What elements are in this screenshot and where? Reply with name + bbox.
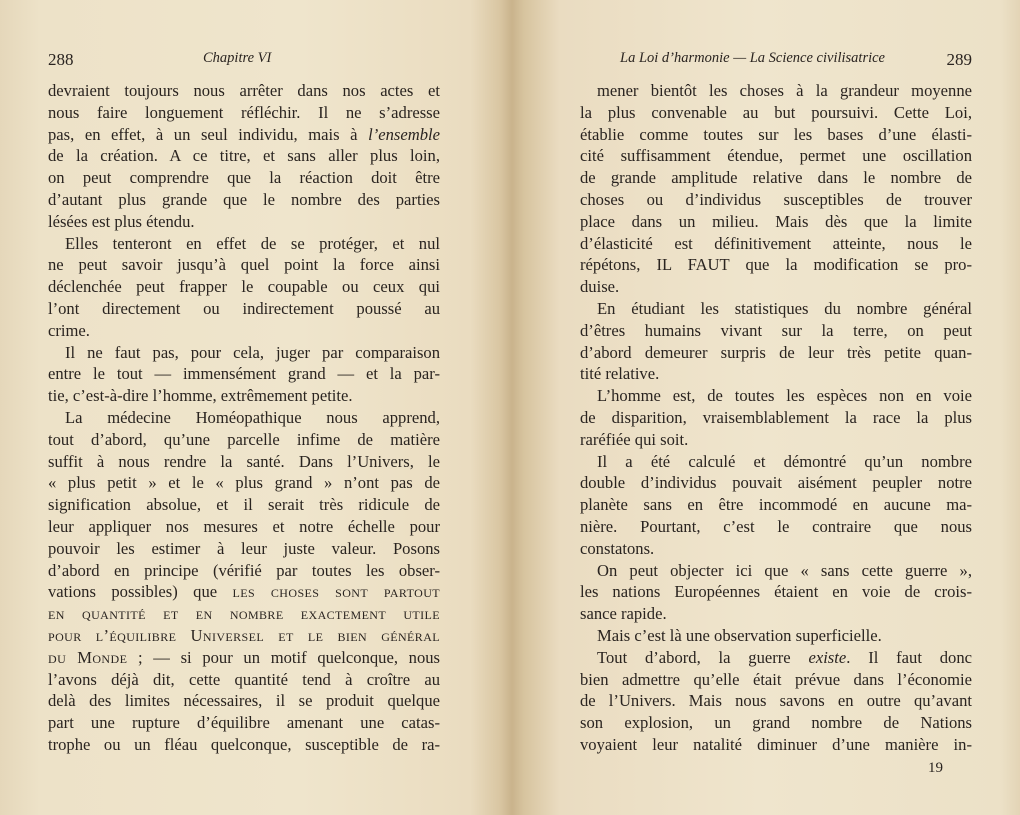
right-page (580, 44, 972, 756)
paragraph (48, 80, 440, 233)
text-line: voyaient leur natalité diminuer d’une manière in- (580, 734, 972, 754)
text-line: d’abord demeurer surpris de leur très petite quan- (580, 342, 972, 362)
text-line: bien admettre qu’elle était prévue dans l’économie (580, 669, 972, 689)
text-line: entre le tout — immensément grand — et la par- (48, 364, 440, 384)
small-caps-text: du Monde (48, 647, 128, 667)
text-line: La médecine Homéopathique nous apprend, (65, 407, 440, 427)
text-line: de l’Univers. Mais nous savons en outre qu’avant (580, 691, 972, 711)
text-line: l’avons déjà dit, cette quantité tend à croître au (48, 669, 440, 689)
text-line: choses ou d’individus susceptibles de trouver (580, 189, 972, 209)
text-line: pas, en effet, à un seul individu, mais à l’ensemble (48, 124, 440, 144)
left-page (48, 44, 440, 756)
text-line: devraient toujours nous arrêter dans nos actes et (48, 81, 440, 100)
small-caps-line: en quantité et en nombre exactement utile (48, 604, 440, 624)
text-line: de la création. A ce titre, et sans aller plus loin, (48, 146, 440, 166)
text-line: constatons. (580, 538, 655, 558)
text-line: l’ont directement ou indirectement poussé au (48, 298, 440, 318)
text-line: trophe ou un fléau quelconque, susceptible de ra- (48, 734, 440, 754)
right-running-head (580, 44, 972, 74)
text-line: duise. (580, 277, 620, 297)
text-line: tité relative. (580, 364, 660, 384)
text-line: signification absolue, et il serait très ridicule de (48, 495, 440, 515)
paragraph (580, 647, 972, 756)
text-line: d’autant plus grande que le nombre des parties (48, 189, 440, 209)
text-line: pouvoir les estimer à leur juste valeur. Posons (48, 538, 440, 558)
text-line: Elles tenteront en effet de se protéger, et nul (65, 233, 440, 253)
text-line: raréfiée qui soit. (580, 429, 689, 449)
text-line: suffit à nous rendre la santé. Dans l’Univers, le (48, 451, 440, 471)
text-line: tie, c’est-à-dire l’homme, extrêmement petite. (48, 386, 353, 406)
text-line: du Monde ; — si pour un motif quelconque, nous (48, 647, 441, 667)
emphasis-text: existe (808, 647, 847, 667)
paragraph (48, 342, 440, 407)
text-line: d’êtres humains vivant sur la terre, on peut (580, 320, 972, 340)
text-line: delà des limites nécessaires, il se produit quelque (48, 691, 440, 711)
text-line: d’abord en principe (vérifié par toutes les obser- (48, 560, 440, 580)
left-page-number: 288 (48, 50, 74, 69)
text-line: Tout d’abord, la guerre existe. Il faut donc (597, 647, 972, 667)
text-line: cité suffisamment étendue, permet une oscillation (580, 146, 972, 166)
signature-mark: 19 (928, 760, 943, 776)
text-line: En étudiant les statistiques du nombre général (597, 298, 972, 318)
text-line: nière. Pourtant, c’est le contraire que nous (580, 516, 972, 536)
paragraph (48, 407, 440, 756)
text-line: mener bientôt les choses à la grandeur moyenne (597, 81, 972, 100)
text-line: L’homme est, de toutes les espèces non en voie (597, 386, 972, 406)
emphasis-text: l’ensemble (368, 124, 440, 144)
left-running-head (48, 44, 440, 74)
text-line: lésées est plus étendu. (48, 211, 195, 231)
text-line: les nations Européennes étaient en voie de crois- (580, 582, 972, 602)
text-line: tout d’abord, qu’une parcelle infime de matière (48, 429, 440, 449)
text-line: on peut comprendre que la réaction doit être (48, 168, 440, 188)
text-line: établie comme toutes sur les bases d’une élasti- (580, 124, 972, 144)
paragraph (580, 80, 972, 298)
text-line: déclenchée peut frapper le coupable ou ceux qui (48, 277, 440, 297)
text-line: double d’individus pouvait aisément peupler notre (580, 473, 972, 493)
right-page-number: 289 (946, 50, 972, 69)
right-chapter-title: La Loi d’harmonie — La Science civilisatrice (620, 50, 885, 66)
text-line: crime. (48, 320, 90, 340)
text-line: On peut objecter ici que « sans cette guerre », (597, 560, 972, 580)
text-line: d’élasticité est définitivement atteinte, nous le (580, 233, 972, 253)
text-line: sance rapide. (580, 604, 667, 624)
paragraph (580, 298, 972, 385)
left-chapter-title: Chapitre VI (203, 50, 272, 66)
text-line: Il a été calculé et démontré qu’un nombre (597, 451, 972, 471)
text-line: part une rupture d’équilibre amenant une catas- (48, 713, 440, 733)
text-line: Mais c’est là une observation superficielle. (597, 625, 882, 645)
paragraph (580, 560, 972, 625)
text-line: Il ne faut pas, pour cela, juger par comparaison (65, 342, 440, 362)
text-line: vations possibles) que les choses sont partout (48, 582, 440, 602)
text-line: « plus petit » et le « plus grand » n’ont pas de (48, 473, 440, 493)
paragraph (580, 451, 972, 560)
text-line: répétons, IL FAUT que la modification se pro- (580, 255, 972, 275)
text-line: la plus convenable au but poursuivi. Cette Loi, (580, 102, 972, 122)
text-line: son explosion, un grand nombre de Nations (580, 713, 972, 733)
small-caps-line: pour l’équilibre Universel et le bien général (48, 625, 440, 645)
text-line: leur appliquer nos mesures et notre échelle pour (48, 516, 440, 536)
small-caps-text: les choses sont partout (232, 582, 440, 602)
paragraph (48, 233, 440, 342)
text-line: nous faire longuement réfléchir. Il ne s’adresse (48, 102, 440, 122)
text-line: de disparition, vraisemblablement la race la plus (580, 407, 972, 427)
text-line: de grande amplitude relative dans le nombre de (580, 168, 972, 188)
text-line: place dans un milieu. Mais dès que la limite (580, 211, 972, 231)
paragraph (580, 385, 972, 450)
paragraph (580, 625, 972, 647)
text-line: ne peut savoir jusqu’à quel point la force ainsi (48, 255, 440, 275)
text-line: planète sans en être incommodé en aucune ma- (580, 495, 972, 515)
